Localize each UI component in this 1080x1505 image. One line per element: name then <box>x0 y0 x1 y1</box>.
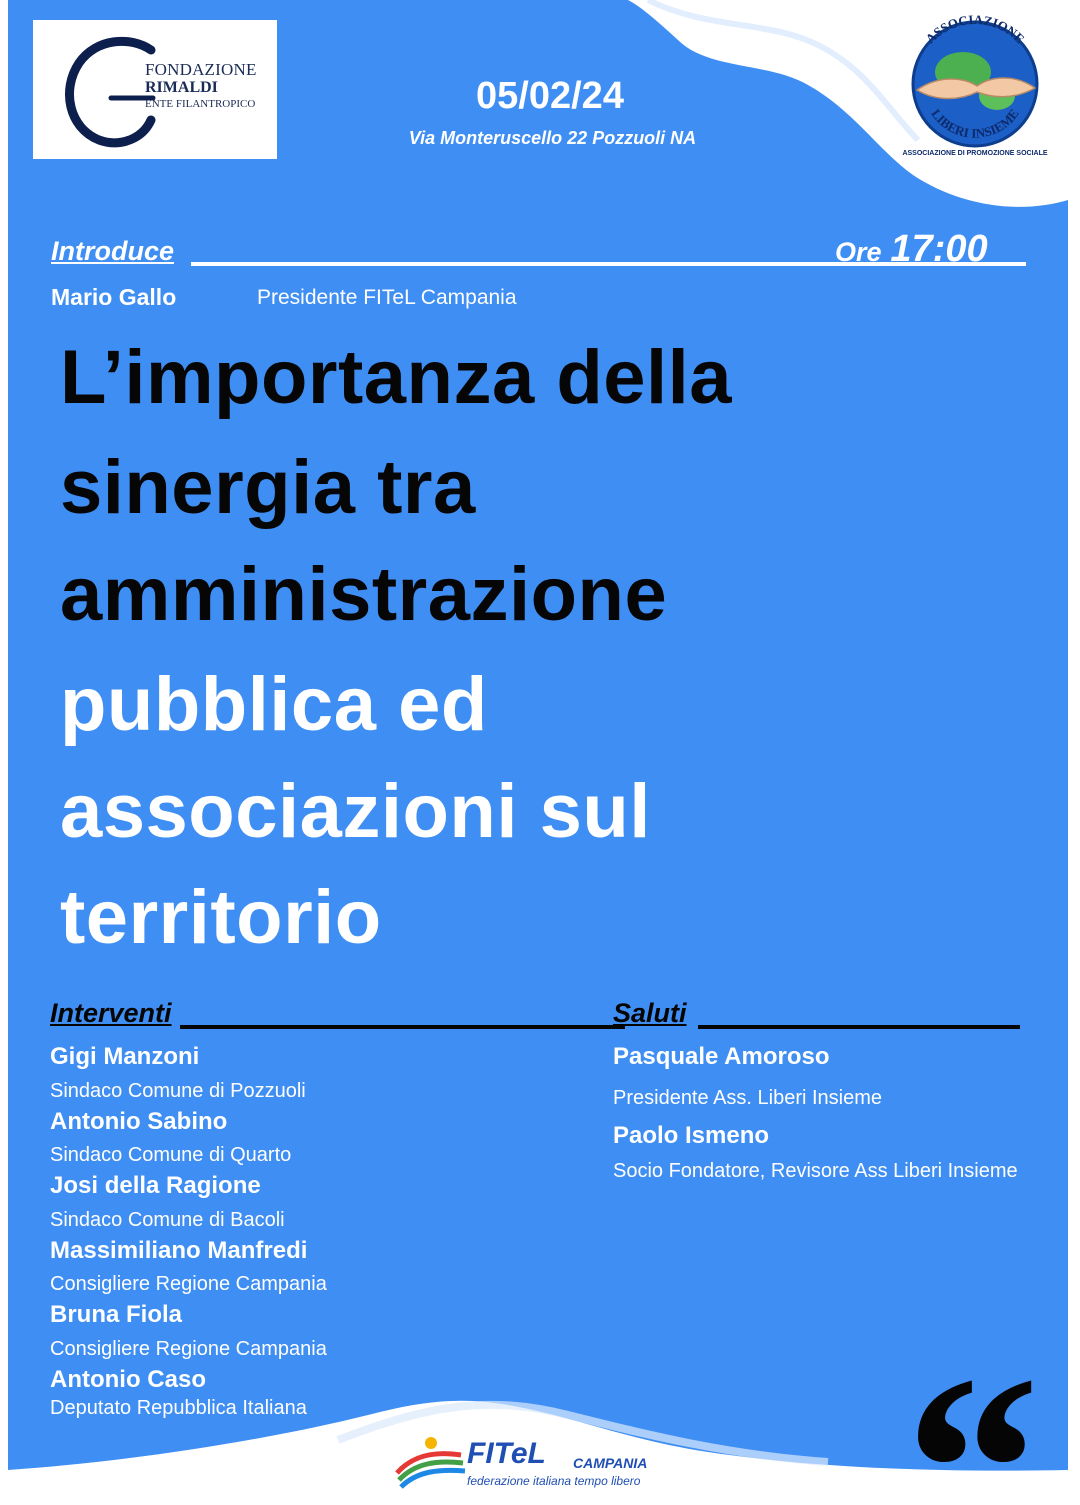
fitel-brand: FITeL <box>467 1437 546 1470</box>
fitel-region: CAMPANIA <box>573 1455 648 1471</box>
liberi-bottom-text: LIBERI INSIEME <box>928 106 1022 141</box>
liberi-insieme-logo <box>895 12 1055 172</box>
event-address: Via Monteruscello 22 Pozzuoli NA <box>408 128 697 148</box>
poster-panel <box>8 0 1068 1500</box>
intervento-name-5: Bruna Fiola <box>50 1301 183 1328</box>
interventi-label: Interventi <box>50 998 172 1028</box>
grimaldi-line3: ENTE FILANTROPICO <box>145 98 256 110</box>
intervento-role-3: Sindaco Comune di Bacoli <box>50 1209 285 1231</box>
intervento-role-1: Sindaco Comune di Pozzuoli <box>50 1080 306 1102</box>
saluti-rule <box>698 1025 1020 1029</box>
intervento-name-3: Josi della Ragione <box>50 1172 261 1199</box>
intervento-role-2: Sindaco Comune di Quarto <box>50 1144 292 1166</box>
title-line-1: L’importanza della <box>60 335 733 420</box>
saluto-name-1: Pasquale Amoroso <box>613 1043 830 1070</box>
intervento-role-5: Consigliere Regione Campania <box>50 1338 327 1360</box>
saluti-label: Saluti <box>613 998 687 1028</box>
time-value: 17:00 <box>890 228 988 270</box>
title-line-6: territorio <box>60 875 382 960</box>
grimaldi-line1: FONDAZIONE <box>145 60 257 79</box>
title-line-4: pubblica ed <box>60 662 488 747</box>
saluto-role-1: Presidente Ass. Liberi Insieme <box>613 1087 883 1109</box>
interventi-rule <box>180 1025 625 1029</box>
intervento-role-6: Deputato Repubblica Italiana <box>50 1397 307 1419</box>
globe-hands-icon <box>895 12 1055 152</box>
title-line-5: associazioni sul <box>60 769 651 854</box>
event-date: 05/02/24 <box>476 75 624 117</box>
fitel-tagline: federazione italiana tempo libero <box>467 1474 641 1488</box>
time-display <box>835 228 988 271</box>
intro-name: Mario Gallo <box>51 284 177 310</box>
fitel-logo <box>395 1433 648 1495</box>
intervento-name-2: Antonio Sabino <box>50 1108 228 1135</box>
fitel-swoosh-icon <box>395 1433 467 1493</box>
liberi-sub: ASSOCIAZIONE DI PROMOZIONE SOCIALE <box>902 150 1048 157</box>
time-label: Ore <box>835 237 882 267</box>
saluto-name-2: Paolo Ismeno <box>613 1122 770 1149</box>
grimaldi-line2: RIMALDI <box>145 79 218 96</box>
intro-role: Presidente FITeL Campania <box>257 286 517 309</box>
intervento-name-1: Gigi Manzoni <box>50 1043 200 1070</box>
title-line-3: amministrazione <box>60 552 668 637</box>
grimaldi-logo <box>33 20 277 159</box>
intervento-role-4: Consigliere Regione Campania <box>50 1273 327 1295</box>
quote-mark: “ <box>905 1320 1040 1500</box>
title-line-2: sinergia tra <box>60 445 476 530</box>
introduce-label: Introduce <box>51 236 175 266</box>
intervento-name-6: Antonio Caso <box>50 1366 206 1393</box>
liberi-top-text: ASSOCIAZIONE <box>922 12 1028 47</box>
intervento-name-4: Massimiliano Manfredi <box>50 1237 308 1264</box>
saluto-role-2: Socio Fondatore, Revisore Ass Liberi Insieme <box>613 1160 1018 1182</box>
